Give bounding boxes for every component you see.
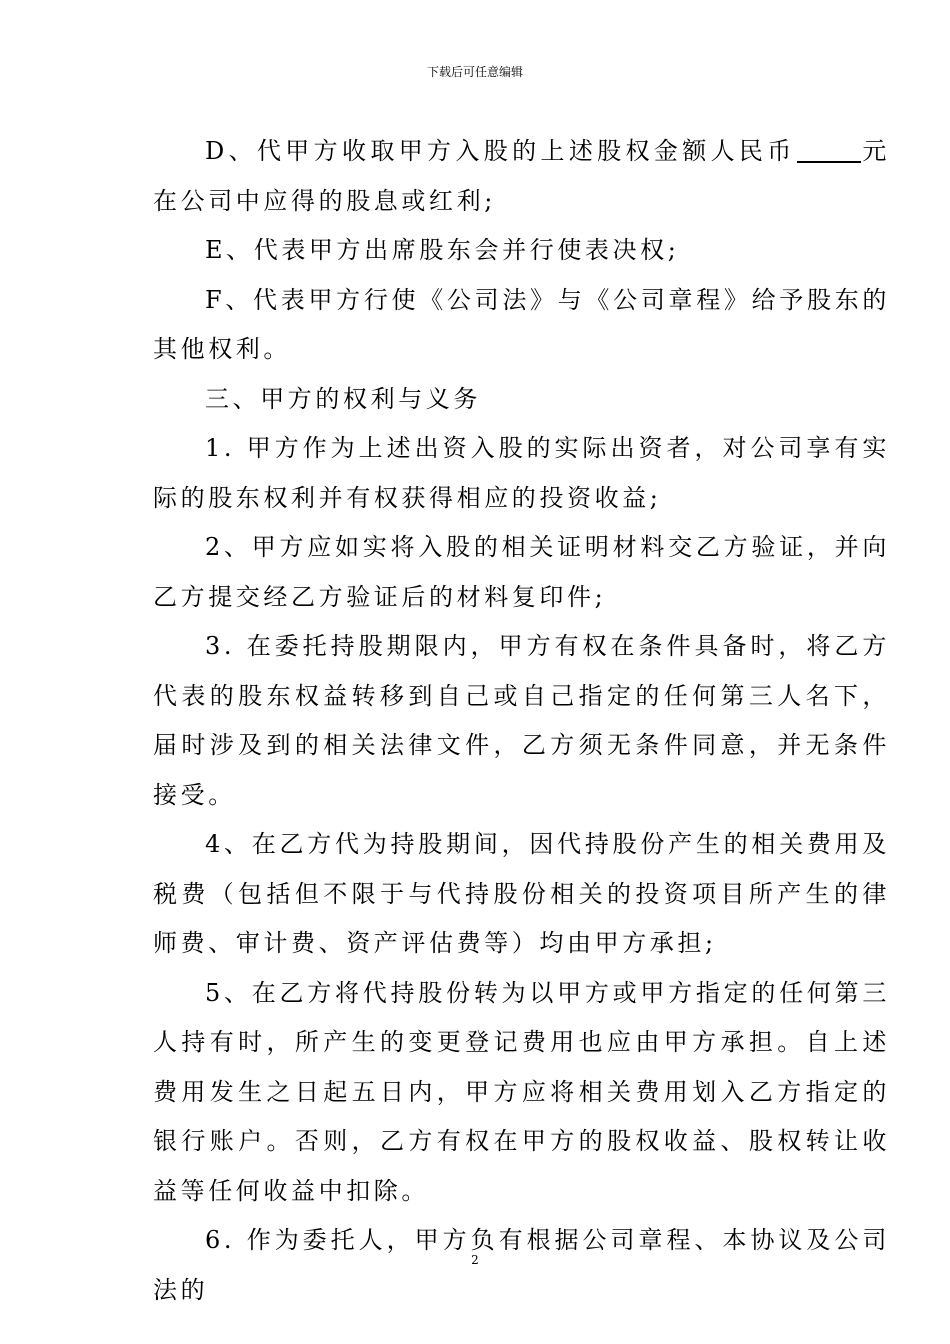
paragraph-item-2: 2、甲方应如实将入股的相关证明材料交乙方验证，并向乙方提交经乙方验证后的材料复印件;	[153, 533, 890, 611]
paragraph-item-5: 5、在乙方将代持股份转为以甲方或甲方指定的任何第三人持有时，所产生的变更登记费用也应由甲方承担。自上述费用发生之日起五日内，甲方应将相关费用划入乙方指定的银行账户。否则，乙方有权在甲方的股权收益、股权转让收益等任何收益中扣除。	[153, 978, 890, 1205]
paragraph-e: E、代表甲方出席股东会并行使表决权;	[205, 236, 680, 264]
paragraph-item-1: 1. 甲方作为上述出资入股的实际出资者，对公司享有实际的股东权利并有权获得相应的投资收益;	[153, 434, 890, 512]
amount-blank	[797, 137, 861, 163]
paragraph-d-text: D、代甲方收取甲方入股的上述股权金额人民币	[205, 137, 796, 165]
paragraph-d-text-continued: 元在公司中应得的股息或红利;	[153, 137, 890, 215]
page-number: 2	[471, 1253, 479, 1267]
paragraph-item-3: 3. 在委托持股期限内，甲方有权在条件具备时，将乙方代表的股东权益转移到自己或自己指定的任何第三人名下，届时涉及到的相关法律文件，乙方须无条件同意，并无条件接受。	[153, 632, 890, 809]
document-body	[153, 127, 890, 1315]
page-header: 下载后可任意编辑	[426, 65, 523, 79]
paragraph-item-4: 4、在乙方代为持股期间，因代持股份产生的相关费用及税费（包括但不限于与代持股份相关的投资项目所产生的律师费、审计费、资产评估费等）均由甲方承担;	[153, 830, 890, 957]
paragraph-d	[153, 127, 890, 226]
paragraph-f: F、代表甲方行使《公司法》与《公司章程》给予股东的其他权利。	[153, 285, 890, 363]
section-heading: 三、甲方的权利与义务	[205, 384, 481, 413]
paragraph-item-6: 6. 作为委托人，甲方负有根据公司章程、本协议及公司法的	[153, 1226, 890, 1304]
